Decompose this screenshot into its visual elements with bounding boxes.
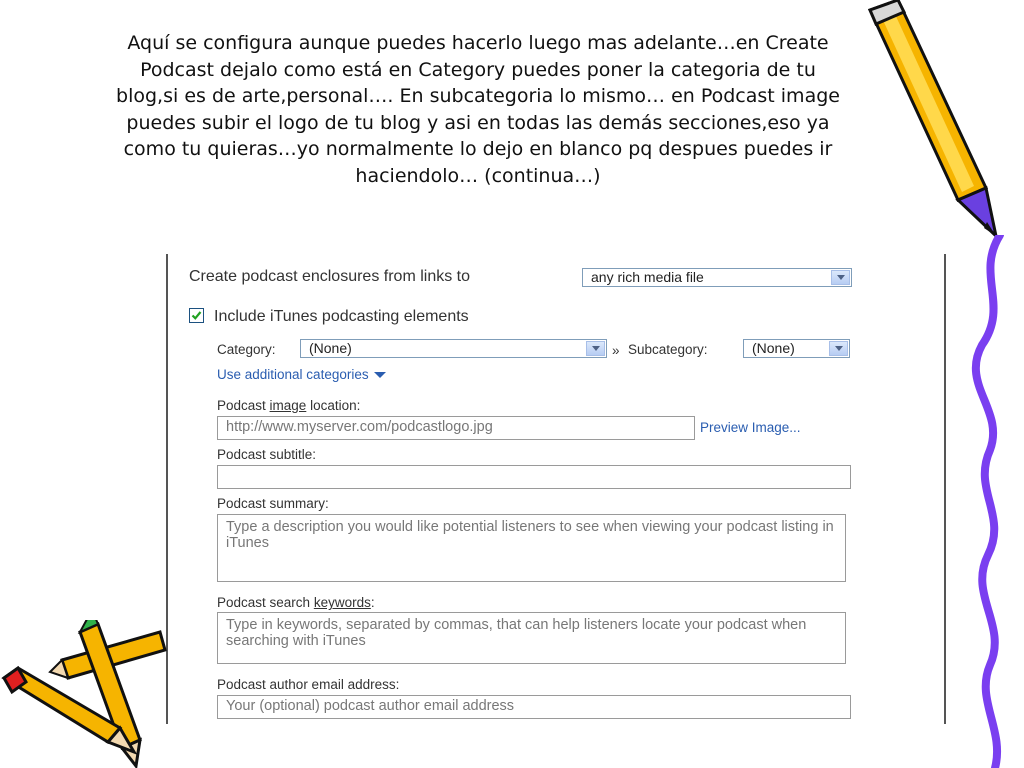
preview-image-link[interactable]: Preview Image... [700, 420, 801, 435]
pencils-bottom-left-icon [0, 620, 170, 768]
subcategory-label: Subcategory: [628, 342, 708, 357]
subtitle-input[interactable] [217, 465, 851, 489]
enclosures-label: Create podcast enclosures from links to [189, 268, 471, 285]
keywords-label [217, 595, 375, 610]
chevron-down-icon[interactable] [829, 341, 848, 356]
caption-line-3: blog,si es de arte,personal…. En subcategoria lo mismo… en Podcast image [116, 85, 840, 107]
keywords-label-suffix: : [370, 595, 375, 610]
keywords-textarea[interactable]: Type in keywords, separated by commas, that can help listeners locate your podcast when searching with iTunes [217, 612, 846, 664]
summary-label: Podcast summary: [217, 496, 329, 511]
category-select[interactable] [300, 339, 607, 358]
category-label: Category: [217, 342, 276, 357]
subcategory-select[interactable] [743, 339, 850, 358]
subcategory-select-value: (None) [752, 340, 795, 356]
summary-textarea[interactable]: Type a description you would like potential listeners to see when viewing your podcast listing in iTunes [217, 514, 846, 582]
additional-categories-link[interactable] [217, 367, 386, 382]
squiggle-line-icon [960, 235, 1024, 768]
chevron-down-icon[interactable] [586, 341, 605, 356]
triangle-down-icon [374, 372, 386, 378]
caption-line-1: Aquí se configura aunque puedes hacerlo luego mas adelante…en Create [127, 32, 829, 54]
image-location-label [217, 398, 360, 413]
itunes-checkbox[interactable] [189, 308, 204, 323]
subtitle-label: Podcast subtitle: [217, 447, 317, 462]
caption-line-5: como tu quieras…yo normalmente lo dejo en blanco pq despues puedes ir [123, 138, 833, 160]
chevron-down-icon[interactable] [831, 270, 850, 285]
enclosures-select[interactable] [582, 268, 852, 287]
slide-caption [88, 30, 868, 189]
caption-line-4: puedes subir el logo de tu blog y asi en todas las demás secciones,eso ya [126, 111, 830, 134]
additional-categories-label: Use additional categories [217, 367, 369, 382]
checkmark-icon [191, 310, 202, 321]
image-label-prefix: Podcast [217, 398, 270, 413]
pencil-top-right-icon [860, 0, 1010, 245]
image-label-underlined: image [269, 398, 307, 413]
podcast-settings-panel [166, 254, 946, 724]
subcategory-separator: » [612, 343, 620, 358]
panel-right-border [944, 254, 946, 724]
category-select-value: (None) [309, 340, 352, 356]
keywords-label-prefix: Podcast search [217, 595, 314, 610]
keywords-label-underlined: keywords [313, 595, 371, 610]
caption-line-6: haciendolo… (continua…) [355, 164, 601, 187]
email-label: Podcast author email address: [217, 677, 400, 692]
caption-line-2: Podcast dejalo como está en Category puedes poner la categoria de tu [140, 58, 816, 81]
image-location-input[interactable]: http://www.myserver.com/podcastlogo.jpg [217, 416, 695, 440]
enclosures-select-value: any rich media file [591, 269, 704, 285]
image-label-suffix: location: [306, 398, 361, 413]
itunes-checkbox-label: Include iTunes podcasting elements [214, 308, 469, 325]
email-input[interactable]: Your (optional) podcast author email address [217, 695, 851, 719]
